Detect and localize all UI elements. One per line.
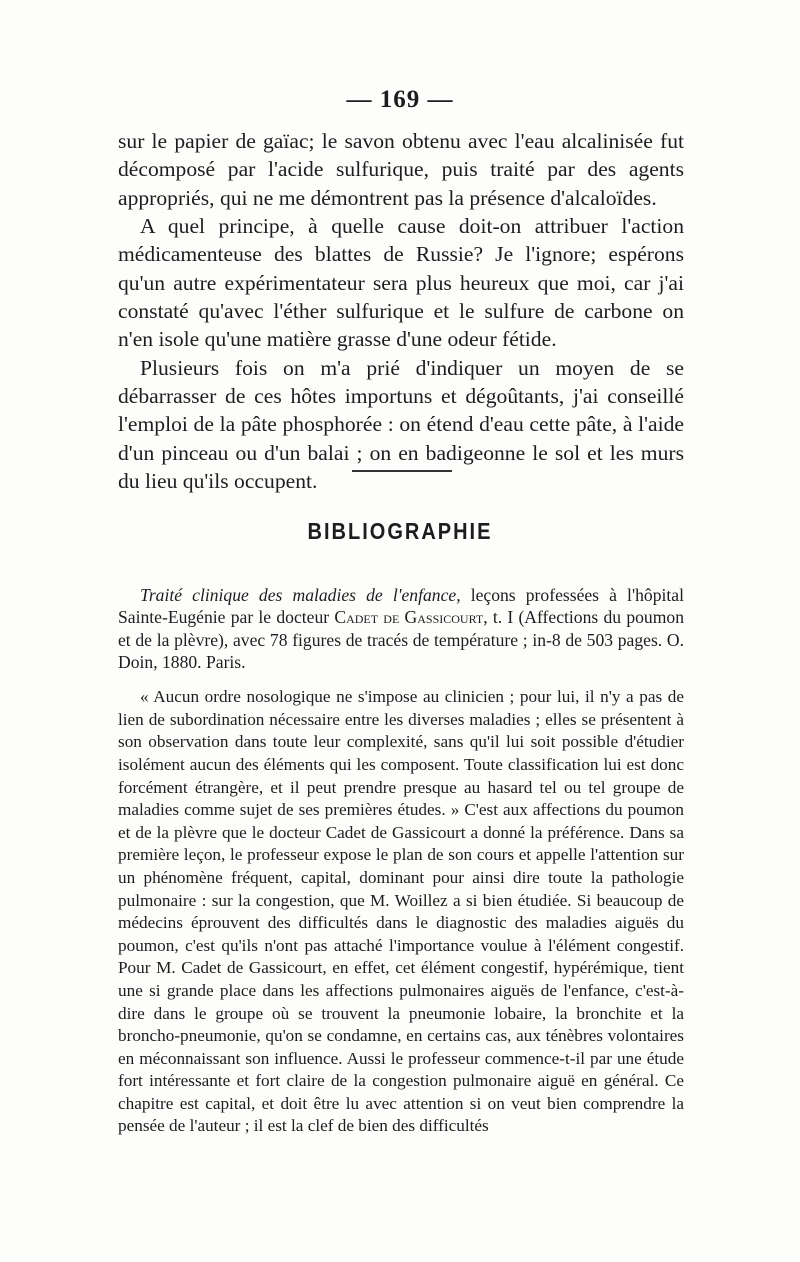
paragraph-blattes: A quel principe, à quelle cause doit-on attribuer l'action médicamenteuse des blattes de Russie? Je l'ignore; espérons qu'un autre expérimentateur sera plus heureux que moi, car j'ai constaté qu'avec l'éther sulfurique et le sulfure de carbone on n'en isole qu'une matière grasse d'une odeur fétide. (118, 214, 684, 352)
section-divider (352, 470, 452, 472)
reference-text-1: leçons professées à l'hôpital Sainte-Eugénie par le docteur (118, 585, 684, 628)
bibliography-reference (118, 584, 684, 673)
review-text: « Aucun ordre nosologique ne s'impose au clinicien ; pour lui, il n'y a pas de lien de subordination nécessaire entre les diverses maladies ; elles se présentent à son observation dans toute leur complexité, sans qu'il lui soit possible d'étudier isolément aucun des éléments qui les composent. Toute classification lui est donc forcément étrangère, et il peut prendre presque au hasard tel ou tel groupe de maladies comme sujet de ses premières études. » C'est aux affections du poumon et de la plèvre que le docteur Cadet de Gassicourt a donné la préférence. Dans sa première leçon, le professeur expose le plan de son cours et appelle l'attention sur un phénomène fréquent, capital, dominant pour ainsi dire toute la pathologie pulmonaire : sur la congestion, que M. Woillez a si bien étudiée. Si beaucoup de médecins éprouvent des difficultés dans le diagnostic des maladies aiguës du poumon, c'est qu'ils n'ont pas attaché l'importance voulue à l'élément congestif. Pour M. Cadet de Gassicourt, en effet, cet élément congestif, hypérémique, tient une si grande place dans les affections pulmonaires aiguës de l'enfance, c'est-à-dire dans le groupe où se trouvent la pneumonie lobaire, la bronchite et la broncho-pneumonie, qu'on se condamne, en certains cas, aux ténèbres volontaires en méconnaissant son influence. Aussi le professeur commence-t-il par une étude fort intéressante et fort claire de la congestion pulmonaire aiguë en général. Ce chapitre est capital, et doit être lu avec attention si on veut bien comprendre la pensée de l'auteur ; il est la clef de bien des difficultés (118, 687, 684, 1136)
section-heading: BIBLIOGRAPHIE (307, 519, 493, 545)
page-number: — 169 — (346, 86, 454, 113)
paragraph-continuation: sur le papier de gaïac; le savon obtenu avec l'eau alcalinisée fut décomposé par l'acide sulfurique, puis traité par des agents appropriés, qui ne me démontrent pas la présence d'alcaloïdes. (118, 129, 684, 210)
reference-text-2: , t. I (Affections du poumon et de la plèvre), avec 78 figures de tracés de température ; in-8 de 503 pages. O. Doin, 1880. Paris. (118, 607, 684, 672)
book-title: Traité clinique des maladies de l'enfance, (140, 585, 461, 605)
author-name: Cadet de Gassicourt (334, 607, 484, 628)
paragraph-remedy: Plusieurs fois on m'a prié d'indiquer un moyen de se débarrasser de ces hôtes importuns et dégoûtants, j'ai conseillé l'emploi de la pâte phosphorée : on étend d'eau cette pâte, à l'aide d'un pinceau ou d'un balai ; on en badigeonne le sol et les murs du lieu qu'ils occupent. (118, 355, 684, 494)
bibliography-section (118, 584, 684, 1138)
main-text (118, 127, 684, 495)
